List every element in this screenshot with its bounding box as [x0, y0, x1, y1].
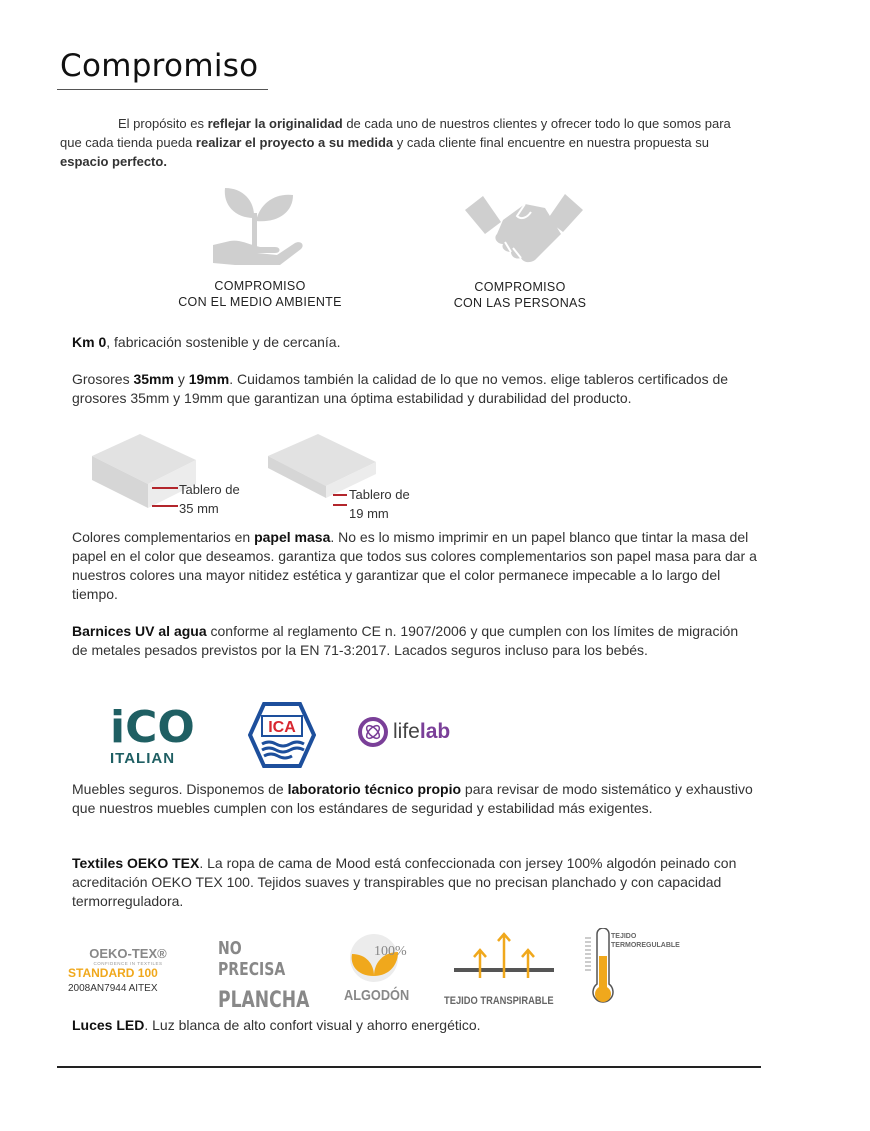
bold-text: Barnices UV al agua — [72, 623, 207, 639]
ica-logo-text: ICA — [268, 719, 296, 736]
board-label-line1: Tablero de — [349, 487, 410, 502]
commitment-people — [420, 279, 620, 311]
lifelab-text-bold: lab — [419, 720, 451, 743]
commitment-line1: COMPROMISO — [214, 279, 306, 293]
grosores-paragraph — [72, 370, 757, 408]
km0-paragraph — [72, 333, 757, 352]
page-title: Compromiso — [60, 48, 259, 84]
title-underline — [57, 89, 268, 90]
bold-text: laboratorio técnico propio — [287, 781, 462, 797]
text-segment: . La ropa de cama de Mood está confeccionada con jersey 100% algodón peinado con acreditación OEKO TEX 100. Tejidos suaves y transpirables que no precisan planchado y con capacidad termorreguladora. — [72, 855, 741, 909]
plancha-line1: NO PRECISA — [218, 938, 286, 980]
bold-text: realizar el proyecto a su medida — [195, 135, 394, 150]
board-label-line1: Tablero de — [179, 482, 240, 497]
bold-text: reflejar la originalidad — [207, 116, 343, 131]
text-segment: El propósito es — [118, 116, 208, 131]
bold-text: 35mm — [133, 371, 174, 387]
text-segment: . Luz blanca de alto confort visual y ahorro energético. — [144, 1017, 481, 1033]
oeko-code: 2008AN7944 AITEX — [68, 983, 158, 994]
thermo-line1: TEJIDO — [611, 933, 637, 940]
plant-in-hand-icon — [205, 183, 305, 273]
bold-text: 19mm — [188, 371, 230, 387]
bold-text: Km 0 — [72, 334, 107, 350]
text-segment: , fabricación sostenible y de cercanía. — [106, 334, 341, 350]
bold-text: Textiles OEKO TEX — [72, 855, 200, 871]
arrows-up-icon — [444, 930, 564, 985]
text-segment: Grosores — [72, 371, 134, 387]
text-segment: Colores complementarios en — [72, 529, 255, 545]
bold-text: papel masa — [254, 529, 331, 545]
bold-text: espacio perfecto. — [60, 154, 167, 169]
intro-paragraph — [60, 114, 735, 171]
bold-text: Luces LED — [72, 1017, 145, 1033]
text-segment: de cada uno de nuestros clientes y ofrecer todo lo que somos para que cada tienda pueda — [60, 116, 735, 150]
commitment-line2: CON LAS PERSONAS — [453, 296, 587, 310]
breathable-fabric-badge — [444, 930, 564, 1005]
text-segment: . Cuidamos también la calidad de lo que no vemos. elige tableros certificados de grosores 35mm y 19mm que garantizan una óptima estabilidad y durabilidad del producto. — [72, 371, 732, 406]
luces-paragraph — [72, 1016, 757, 1035]
text-segment: . No es lo mismo imprimir en un papel blanco que tintar la masa del papel en el color que deseamos. garantiza que todos sus colores complementarios son papel masa para dar a nuestros colores una mayor nitidez estética y garantizar que el color permanece impecable a lo largo del tiempo. — [72, 529, 761, 602]
footer-divider — [57, 1066, 761, 1068]
oeko-standard: STANDARD 100 — [68, 966, 158, 980]
cotton-badge — [342, 930, 422, 1005]
muebles-paragraph — [72, 780, 757, 818]
ico-logo-subtext: ITALIAN — [110, 750, 176, 767]
colores-paragraph — [72, 528, 761, 604]
barnices-paragraph — [72, 622, 757, 660]
ico-logo-text: iCO — [110, 702, 195, 753]
text-segment: Muebles seguros. Disponemos de — [72, 781, 288, 797]
thermoregulating-badge — [583, 928, 693, 1008]
oeko-tagline: CONFIDENCE IN TEXTILES — [93, 961, 163, 966]
lifelab-logo — [357, 715, 450, 749]
textiles-paragraph — [72, 854, 757, 911]
lifelab-text-light: life — [393, 720, 420, 743]
plancha-line2: PLANCHA — [218, 988, 310, 1013]
commitment-environment — [160, 278, 360, 310]
cotton-percent: 100% — [374, 944, 407, 959]
atom-icon — [357, 716, 389, 748]
breathable-label: TEJIDO TRANSPIRABLE — [444, 995, 554, 1007]
text-segment: para revisar de modo sistemático y exhaustivo que nuestros muebles cumplen con los estándares de seguridad y estabilidad más exigentes. — [72, 781, 757, 816]
ica-logo — [248, 702, 316, 768]
commitment-line1: COMPROMISO — [474, 280, 566, 294]
no-ironing-badge — [218, 938, 310, 1013]
board-label-line2: 19 mm — [349, 506, 389, 521]
thermo-line2: TERMOREGULABLE — [611, 942, 680, 949]
text-segment: y cada cliente final encuentre en nuestra propuesta su — [393, 135, 713, 150]
ico-italian-logo — [110, 702, 205, 772]
oeko-name: OEKO-TEX® — [89, 946, 167, 961]
board-35mm-label — [179, 480, 240, 518]
board-19mm-label — [349, 485, 410, 523]
thermo-label — [611, 932, 680, 950]
board-label-line2: 35 mm — [179, 501, 219, 516]
commitment-line2: CON EL MEDIO AMBIENTE — [178, 295, 342, 309]
text-segment: conforme al reglamento CE n. 1907/2006 y que cumplen con los límites de migración de metales pesados previstos por la EN 71-3:2017. Lacados seguros incluso para los bebés. — [72, 623, 743, 658]
oeko-tex-badge — [68, 946, 188, 994]
cotton-label: ALGODÓN — [344, 987, 410, 1004]
handshake-icon — [465, 190, 583, 265]
text-segment: y — [173, 371, 189, 387]
